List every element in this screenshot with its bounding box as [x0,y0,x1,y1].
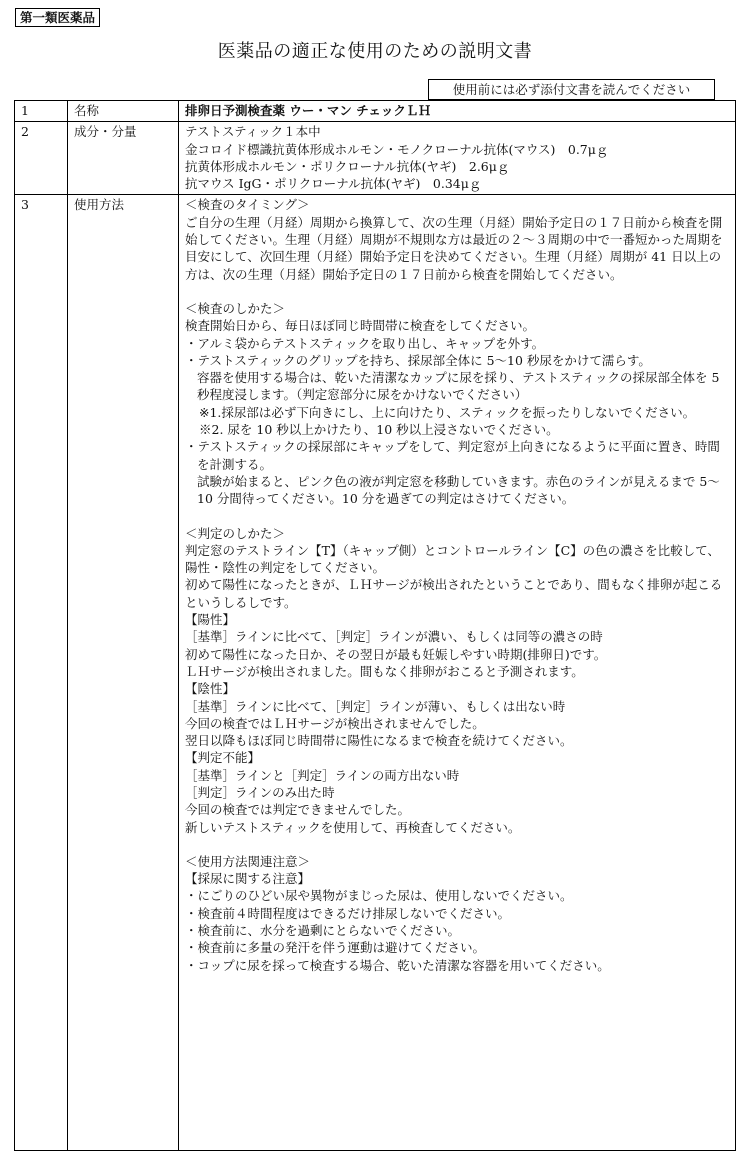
row-label: 成分・分量 [68,122,179,195]
spacer [185,283,731,300]
caution-item: ※2. 尿を 10 秒以上かけたり、10 秒以上浸さないでください。 [199,422,559,438]
notes-heading: ＜使用方法関連注意＞ [185,853,311,869]
step-note: 容器を使用する場合は、乾いた清潔なカップに尿を採り、テストスティックの採尿部全体を 5 秒程度浸します。（判定窓部分に尿をかけないでください） [197,370,720,403]
ingredients-cell [179,122,736,195]
result-line: ［基準］ラインと［判定］ラインの両方出ない時 [185,767,460,783]
caution-item [185,404,731,421]
document-title: 医薬品の適正な使用のための説明文書 [217,41,533,62]
result-line: ［基準］ラインに比べて、［判定］ラインが濃い、もしくは同等の濃さの時 [185,629,603,645]
ingredient-line: 抗黄体形成ホルモン・ポリクローナル抗体(ヤギ) 2.6μｇ [185,158,510,174]
step-item: ・テストスティックのグリップを持ち、採尿部全体に 5～10 秒尿をかけて濡らす。 [185,352,651,368]
info-table [14,100,736,1151]
product-name: 排卵日予測検査薬 ウー・マン チェックＬＨ [179,101,736,122]
step-item: ・アルミ袋からテストスティックを取り出し、キャップを外す。 [185,335,545,351]
urine-note: ・コップに尿を採って検査する場合、乾いた清潔な容器を用いてください。 [185,957,610,973]
timing-heading: ＜検査のタイミング＞ [185,197,310,213]
result-line: 今回の検査ではＬＨサージが検出されませんでした。 [185,715,485,731]
method-heading: ＜検査のしかた＞ [185,300,286,316]
table-row [15,101,736,122]
ingredient-line: 金コロイド標識抗黄体形成ホルモン・モノクローナル抗体(マウス) 0.7μｇ [185,141,609,157]
urine-note: ・にごりのひどい尿や異物がまじった尿は、使用しないでください。 [185,888,573,904]
row-number: 2 [15,122,68,195]
result-line: ＬＨサージが検出されました。間もなく排卵がおこると予測されます。 [185,663,584,679]
method-intro: 検査開始日から、毎日ほぼ同じ時間帯に検査をしてください。 [185,318,536,334]
result-line: ［判定］ラインのみ出た時 [185,784,335,800]
step-note: 試験が始まると、ピンク色の液が判定窓を移動していきます。赤色のラインが見えるまで 5～10 分間待ってください。10 分を過ぎての判定はさけてください。 [197,473,720,507]
row-label: 名称 [68,101,179,122]
urine-note: ・検査前に、水分を過剰にとらないでください。 [185,923,461,939]
usage-cell [179,195,736,1151]
result-line: 新しいテストスティックを使用して、再検査してください。 [185,819,521,835]
timing-text: ご自分の生理（月経）周期から換算して、次の生理（月経）開始予定日の１７日前から検査を開始してください。生理（月経）周期が不規則な方は最近の２～３周期の中で一番短かった周期を目安にして、次回生理（月経）開始予定日を決めてください。生理（月経）周期が 41 日以上の方は、次の生理（月経）開始予定日の１７日前から検査を開始してください。 [185,214,723,282]
table-row [15,122,736,195]
spacer [185,836,731,853]
positive-heading: 【陽性】 [185,612,236,628]
table-row [15,195,736,1151]
read-insert-notice: 使用前には必ず添付文書を読んでください [428,79,715,100]
result-line: ［基準］ラインに比べて、［判定］ラインが薄い、もしくは出ない時 [185,698,566,714]
ingredient-line: 抗マウス IgG・ポリクローナル抗体(ヤギ) 0.34μｇ [185,176,482,192]
urine-note: ・検査前４時間程度はできるだけ排尿しないでください。 [185,905,511,921]
row-number: 1 [15,101,68,122]
drug-class-badge: 第一類医薬品 [15,8,100,27]
caution-mark: ※1. [199,404,222,420]
row-number: 3 [15,195,68,1151]
urine-heading: 【採尿に関する注意】 [185,871,311,887]
step-item: ・テストスティックの採尿部にキャップをして、判定窓が上向きになるように平面に置き、時間を計測する。 [185,439,720,472]
judge-text: 初めて陽性になったときが、ＬＨサージが検出されたということであり、間もなく排卵が起こるというしるしです。 [185,577,723,610]
result-line: 翌日以降もほぼ同じ時間帯に陽性になるまで検査を続けてください。 [185,733,573,749]
urine-note: ・検査前に多量の発汗を伴う運動は避けてください。 [185,940,486,956]
result-line: 今回の検査では判定できませんでした。 [185,802,411,818]
result-line: 初めて陽性になった日か、その翌日が最も妊娠しやすい時期(排卵日)です。 [185,646,607,662]
invalid-heading: 【判定不能】 [185,750,261,766]
caution-text: 採尿部は必ず下向きにし、上に向けたり、スティックを振ったりしないでください。 [221,404,696,420]
ingredient-line: テストスティック１本中 [185,124,321,140]
row-label: 使用方法 [68,195,179,1151]
judge-text: 判定窓のテストライン【T】（キャップ側）とコントロールライン【C】の色の濃さを比較して、陽性・陰性の判定をしてください。 [185,542,720,576]
spacer [185,508,731,525]
judge-heading: ＜判定のしかた＞ [185,525,286,541]
negative-heading: 【陰性】 [185,681,236,697]
